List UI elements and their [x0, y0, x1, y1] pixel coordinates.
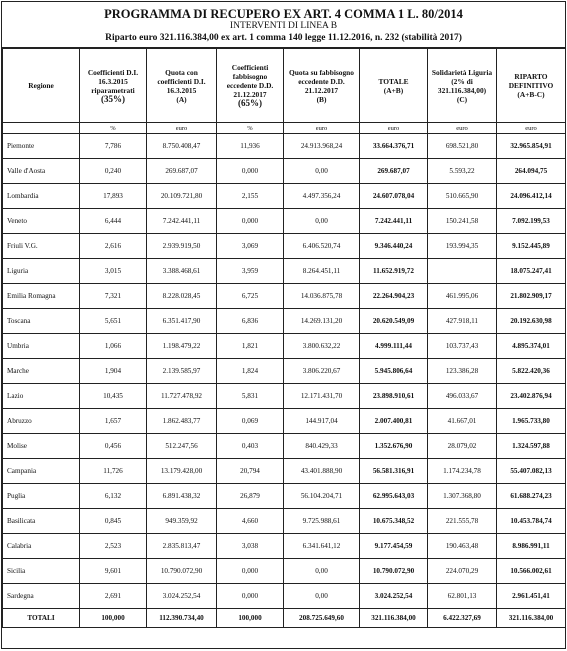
column-header [217, 49, 284, 123]
table-cell: 496.033,67 [428, 384, 497, 409]
table-cell: 62.801,13 [428, 584, 497, 609]
table-cell: 5.822.420,36 [497, 359, 566, 384]
table-cell: 150.241,58 [428, 209, 497, 234]
column-header-extra: (B) [316, 94, 327, 104]
table-cell: 10.790.072,90 [360, 559, 428, 584]
region-name-cell: Lombardia [3, 184, 80, 209]
column-header-extra: (35%) [101, 93, 125, 104]
table-cell: 24.096.412,14 [497, 184, 566, 209]
table-row [3, 534, 566, 559]
table-cell: 13.179.428,00 [147, 459, 217, 484]
document-page [1, 1, 566, 649]
table-cell: 20.192.630,98 [497, 309, 566, 334]
table-cell: 12.171.431,70 [284, 384, 360, 409]
column-header-label: RIPARTO DEFINITIVO [508, 72, 554, 90]
table-cell: 20.620.549,09 [360, 309, 428, 334]
table-row [3, 234, 566, 259]
table-cell: 1,821 [217, 334, 284, 359]
table-cell: 6.891.438,32 [147, 484, 217, 509]
table-cell: 9.346.440,24 [360, 234, 428, 259]
column-header-label: Quota su fabbisogno eccedente D.D. 21.12.2017 [289, 67, 354, 95]
table-cell: 0,845 [80, 509, 147, 534]
region-name-cell: Toscana [3, 309, 80, 334]
table-header-row [3, 49, 566, 123]
table-cell: 23.402.876,94 [497, 384, 566, 409]
table-cell: 56.104.204,71 [284, 484, 360, 509]
table-cell: 8.986.991,11 [497, 534, 566, 559]
table-cell: 512.247,56 [147, 434, 217, 459]
document-allocation-line: Riparto euro 321.116.384,00 ex art. 1 comma 140 legge 11.12.2016, n. 232 (stabilità 2017) [105, 33, 462, 43]
table-cell: 11,726 [80, 459, 147, 484]
table-cell: 33.664.376,71 [360, 134, 428, 159]
table-cell [428, 259, 497, 284]
column-unit [3, 123, 80, 134]
column-unit: euro [428, 123, 497, 134]
total-cell: 6.422.327,69 [428, 609, 497, 628]
table-cell: 0,000 [217, 209, 284, 234]
region-name-cell: Piemonte [3, 134, 80, 159]
table-cell: 2.007.400,81 [360, 409, 428, 434]
table-cell: 3.024.252,54 [147, 584, 217, 609]
total-cell: 321.116.384,00 [497, 609, 566, 628]
column-header-extra: (A) [176, 94, 187, 104]
column-header [284, 49, 360, 123]
column-header-label: Quota con coefficienti D.I. 16.3.2015 [157, 67, 206, 95]
table-cell: 22.264.904,23 [360, 284, 428, 309]
table-cell: 0,00 [284, 559, 360, 584]
table-cell: 1.198.479,22 [147, 334, 217, 359]
table-cell: 5,831 [217, 384, 284, 409]
table-cell: 10.566.002,61 [497, 559, 566, 584]
table-cell: 190.463,48 [428, 534, 497, 559]
column-header [428, 49, 497, 123]
table-cell: 1.174.234,78 [428, 459, 497, 484]
table-cell: 6,444 [80, 209, 147, 234]
table-cell: 20,794 [217, 459, 284, 484]
table-cell: 14.036.875,78 [284, 284, 360, 309]
table-cell: 103.737,43 [428, 334, 497, 359]
table-cell: 0,00 [284, 159, 360, 184]
table-row [3, 559, 566, 584]
region-name-cell: Sardegna [3, 584, 80, 609]
table-cell: 55.407.082,13 [497, 459, 566, 484]
table-cell: 2,523 [80, 534, 147, 559]
table-cell: 10,435 [80, 384, 147, 409]
table-cell: 7.092.199,53 [497, 209, 566, 234]
column-header-label: Coefficienti fabbisogno eccedente D.D. 21.12.2017 [226, 63, 274, 99]
table-row [3, 134, 566, 159]
table-cell: 6,132 [80, 484, 147, 509]
table-cell: 2.939.919,50 [147, 234, 217, 259]
table-cell: 6,725 [217, 284, 284, 309]
table-cell: 1,904 [80, 359, 147, 384]
table-cell: 949.359,92 [147, 509, 217, 534]
table-cell: 26,879 [217, 484, 284, 509]
table-cell: 123.386,28 [428, 359, 497, 384]
total-cell: TOTALI [3, 609, 80, 628]
column-unit: euro [497, 123, 566, 134]
table-cell: 8.264.451,11 [284, 259, 360, 284]
table-cell: 3.024.252,54 [360, 584, 428, 609]
column-unit: euro [147, 123, 217, 134]
table-cell: 3.806.220,67 [284, 359, 360, 384]
table-cell: 510.665,90 [428, 184, 497, 209]
region-name-cell: Marche [3, 359, 80, 384]
column-header [360, 49, 428, 123]
table-cell: 2.961.451,41 [497, 584, 566, 609]
column-header-label: TOTALE [378, 76, 409, 86]
column-header [147, 49, 217, 123]
table-cell: 41.667,01 [428, 409, 497, 434]
table-row [3, 584, 566, 609]
total-cell: 112.390.734,40 [147, 609, 217, 628]
region-name-cell: Campania [3, 459, 80, 484]
table-row [3, 359, 566, 384]
table-cell: 21.802.909,17 [497, 284, 566, 309]
table-cell: 9,601 [80, 559, 147, 584]
table-row [3, 159, 566, 184]
document-title: PROGRAMMA DI RECUPERO EX ART. 4 COMMA 1 L. 80/2014 [104, 7, 463, 21]
table-cell: 6.351.417,90 [147, 309, 217, 334]
table-cell: 1,657 [80, 409, 147, 434]
table-row [3, 309, 566, 334]
table-cell: 62.995.643,03 [360, 484, 428, 509]
table-cell: 10.453.784,74 [497, 509, 566, 534]
region-name-cell: Veneto [3, 209, 80, 234]
table-cell: 4,660 [217, 509, 284, 534]
total-cell: 208.725.649,60 [284, 609, 360, 628]
table-cell: 4.895.374,01 [497, 334, 566, 359]
total-cell: 321.116.384,00 [360, 609, 428, 628]
region-name-cell: Umbria [3, 334, 80, 359]
document-subtitle: INTERVENTI DI LINEA B [229, 21, 338, 31]
region-name-cell: Emilia Romagna [3, 284, 80, 309]
table-cell: 269.687,07 [147, 159, 217, 184]
region-name-cell: Liguria [3, 259, 80, 284]
table-cell: 0,240 [80, 159, 147, 184]
table-cell: 144.917,04 [284, 409, 360, 434]
table-cell: 14.269.131,20 [284, 309, 360, 334]
table-cell: 0,00 [284, 584, 360, 609]
table-body [3, 134, 566, 628]
table-cell: 1.862.483,77 [147, 409, 217, 434]
table-cell: 17,893 [80, 184, 147, 209]
table-cell: 0,000 [217, 159, 284, 184]
table-cell: 8.750.408,47 [147, 134, 217, 159]
column-header [80, 49, 147, 123]
table-cell: 4.999.111,44 [360, 334, 428, 359]
table-cell: 3,038 [217, 534, 284, 559]
region-name-cell: Abruzzo [3, 409, 80, 434]
table-cell: 2.139.585,97 [147, 359, 217, 384]
region-name-cell: Puglia [3, 484, 80, 509]
table-cell: 11,936 [217, 134, 284, 159]
document-header [2, 2, 565, 48]
table-cell: 2,616 [80, 234, 147, 259]
table-row [3, 459, 566, 484]
table-cell: 10.790.072,90 [147, 559, 217, 584]
column-header-extra: (A+B) [383, 85, 404, 95]
table-cell: 7,321 [80, 284, 147, 309]
table-cell: 4.497.356,24 [284, 184, 360, 209]
table-cell: 0,00 [284, 209, 360, 234]
table-cell: 2,155 [217, 184, 284, 209]
table-cell: 9.152.445,89 [497, 234, 566, 259]
column-unit: euro [284, 123, 360, 134]
region-name-cell: Molise [3, 434, 80, 459]
table-cell: 224.070,29 [428, 559, 497, 584]
table-cell: 24.913.968,24 [284, 134, 360, 159]
region-name-cell: Friuli V.G. [3, 234, 80, 259]
table-cell: 0,069 [217, 409, 284, 434]
column-header-extra: (65%) [238, 98, 262, 108]
table-cell: 1.352.676,90 [360, 434, 428, 459]
column-header-label: Regione [28, 81, 54, 90]
table-cell: 5,651 [80, 309, 147, 334]
table-cell: 6.406.520,74 [284, 234, 360, 259]
table-cell: 28.079,02 [428, 434, 497, 459]
table-cell: 7.242.441,11 [360, 209, 428, 234]
table-cell: 5.593,22 [428, 159, 497, 184]
total-cell: 100,000 [80, 609, 147, 628]
column-header-extra: (C) [456, 94, 468, 104]
region-name-cell: Valle d'Aosta [3, 159, 80, 184]
table-cell: 461.995,06 [428, 284, 497, 309]
table-cell: 11.727.478,92 [147, 384, 217, 409]
column-header-label: Coefficienti D.I. 16.3.2015 riparametrati [87, 67, 139, 95]
table-cell: 61.688.274,23 [497, 484, 566, 509]
table-cell: 1.307.368,80 [428, 484, 497, 509]
table-row [3, 259, 566, 284]
table-cell: 9.177.454,59 [360, 534, 428, 559]
region-name-cell: Basilicata [3, 509, 80, 534]
table-cell: 3,959 [217, 259, 284, 284]
table-cell: 0,403 [217, 434, 284, 459]
table-units-row [3, 123, 566, 134]
table-cell: 56.581.316,91 [360, 459, 428, 484]
table-cell: 0,000 [217, 559, 284, 584]
table-cell: 3,069 [217, 234, 284, 259]
total-cell: 100,000 [217, 609, 284, 628]
column-unit: % [80, 123, 147, 134]
table-cell: 6,836 [217, 309, 284, 334]
table-cell: 221.555,78 [428, 509, 497, 534]
table-row [3, 409, 566, 434]
table-cell: 10.675.348,52 [360, 509, 428, 534]
table-cell: 7.242.441,11 [147, 209, 217, 234]
table-cell: 3,015 [80, 259, 147, 284]
allocation-table [2, 48, 566, 628]
table-row [3, 184, 566, 209]
table-row [3, 509, 566, 534]
table-cell: 32.965.854,91 [497, 134, 566, 159]
table-cell: 23.898.910,61 [360, 384, 428, 409]
table-cell: 5.945.806,64 [360, 359, 428, 384]
table-cell: 2.835.813,47 [147, 534, 217, 559]
table-cell: 24.607.078,04 [360, 184, 428, 209]
table-cell: 0,000 [217, 584, 284, 609]
table-cell: 18.075.247,41 [497, 259, 566, 284]
table-cell: 6.341.641,12 [284, 534, 360, 559]
table-total-row [3, 609, 566, 628]
region-name-cell: Lazio [3, 384, 80, 409]
table-cell: 193.994,35 [428, 234, 497, 259]
region-name-cell: Calabria [3, 534, 80, 559]
column-header-extra: (A+B-C) [517, 90, 545, 99]
table-row [3, 484, 566, 509]
table-cell: 11.652.919,72 [360, 259, 428, 284]
table-cell: 1.965.733,80 [497, 409, 566, 434]
region-name-cell: Sicilia [3, 559, 80, 584]
table-row [3, 284, 566, 309]
table-cell: 20.109.721,80 [147, 184, 217, 209]
table-cell: 840.429,33 [284, 434, 360, 459]
column-header-label: Solidarietà Liguria (2% di 321.116.384,00) [431, 67, 493, 95]
table-cell: 264.094,75 [497, 159, 566, 184]
table-cell: 3.800.632,22 [284, 334, 360, 359]
table-cell: 1,066 [80, 334, 147, 359]
table-row [3, 334, 566, 359]
table-cell: 427.918,11 [428, 309, 497, 334]
table-cell: 43.401.888,90 [284, 459, 360, 484]
column-unit: % [217, 123, 284, 134]
column-header [3, 49, 80, 123]
column-unit: euro [360, 123, 428, 134]
table-row [3, 209, 566, 234]
table-cell: 9.725.988,61 [284, 509, 360, 534]
table-row [3, 384, 566, 409]
table-cell: 698.521,80 [428, 134, 497, 159]
table-cell: 8.228.028,45 [147, 284, 217, 309]
table-cell: 1,824 [217, 359, 284, 384]
table-cell: 2,691 [80, 584, 147, 609]
column-header [497, 49, 566, 123]
table-cell: 3.388.468,61 [147, 259, 217, 284]
table-row [3, 434, 566, 459]
table-cell: 0,456 [80, 434, 147, 459]
table-cell: 7,786 [80, 134, 147, 159]
table-cell: 269.687,07 [360, 159, 428, 184]
table-cell: 1.324.597,88 [497, 434, 566, 459]
